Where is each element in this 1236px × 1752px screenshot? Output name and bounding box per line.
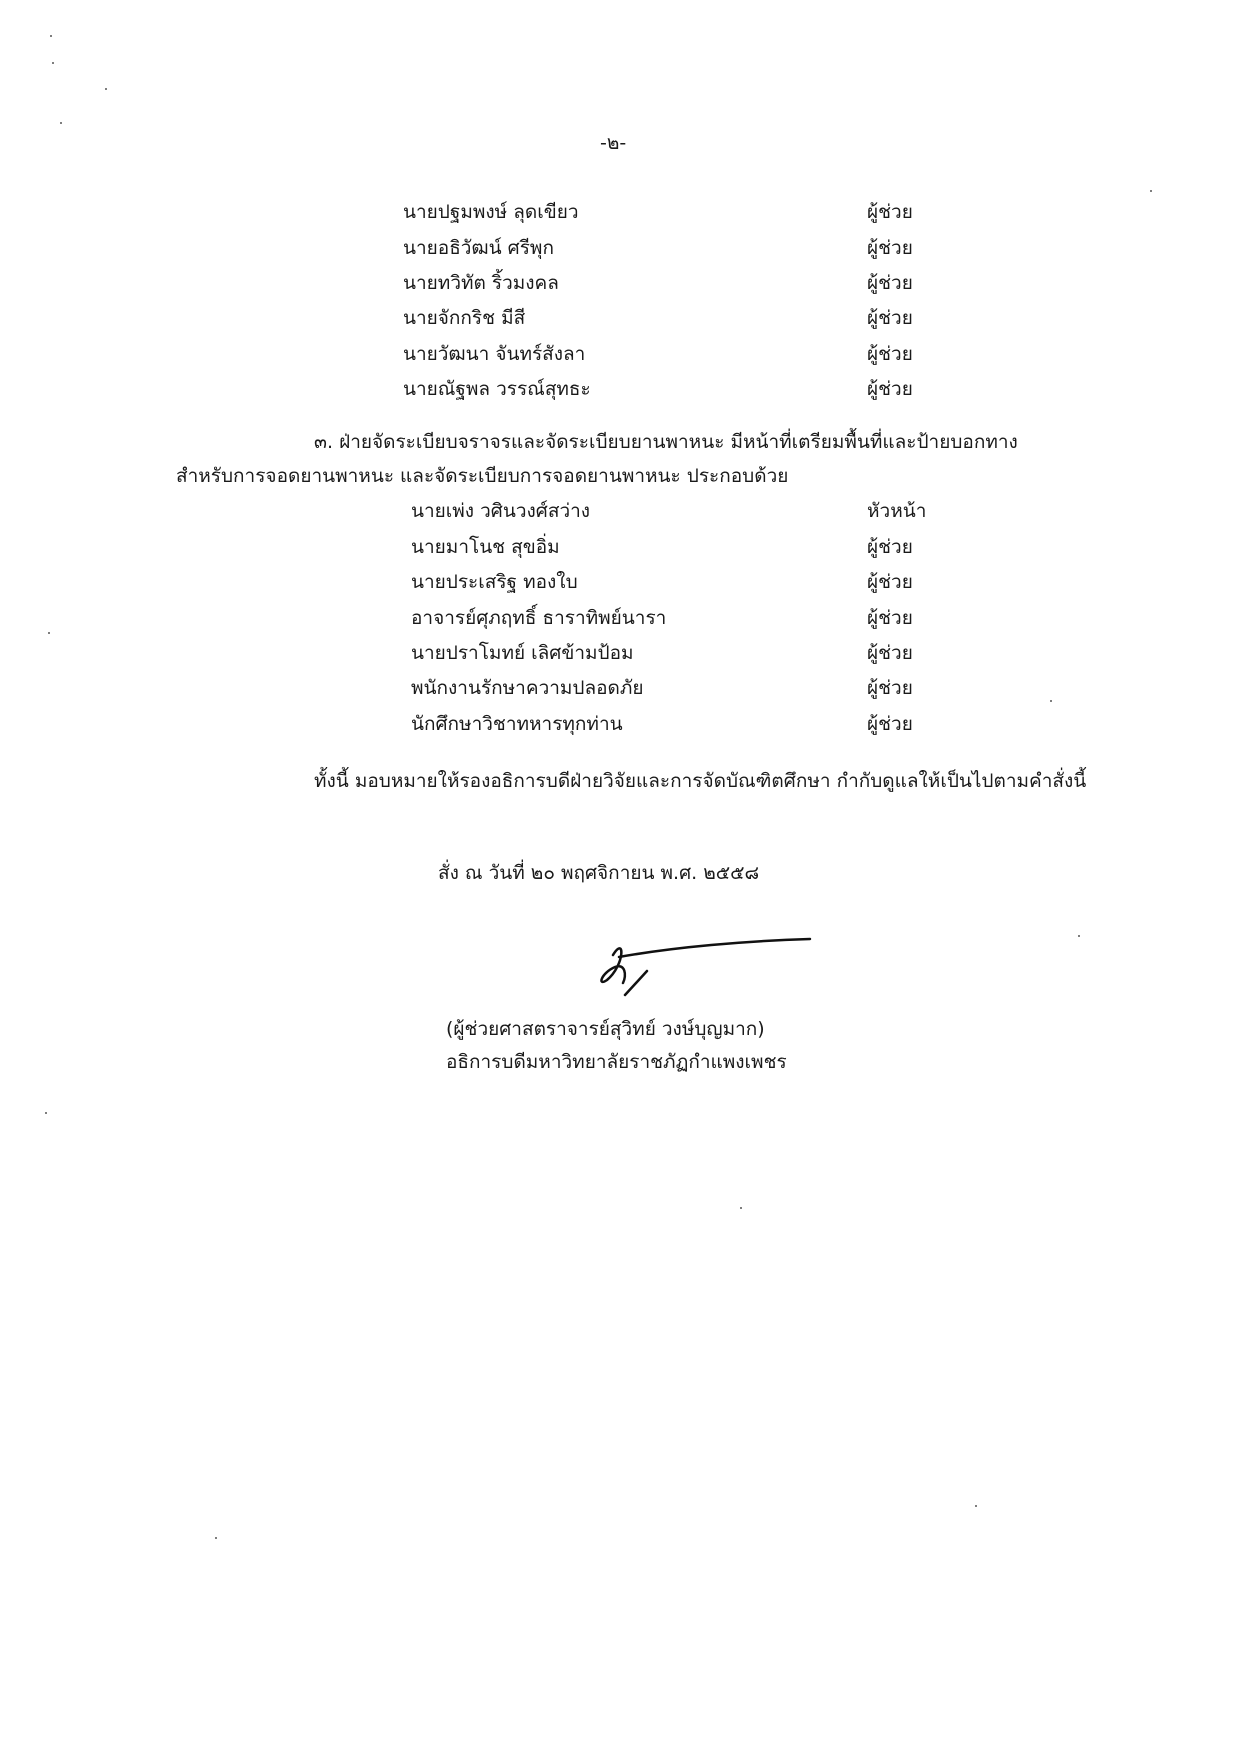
scan-speck	[48, 632, 50, 634]
member-name: นายมาโนช สุขอิ่ม	[411, 536, 560, 558]
member-role: ผู้ช่วย	[867, 201, 913, 223]
scan-speck	[52, 62, 54, 64]
scan-speck	[740, 1207, 742, 1209]
member-role: ผู้ช่วย	[867, 571, 913, 593]
member-role: ผู้ช่วย	[867, 343, 913, 365]
member-role: ผู้ช่วย	[867, 237, 913, 259]
member-name: นายณัฐพล วรรณ์สุทธะ	[403, 378, 591, 400]
section3-heading: ๓. ฝ่ายจัดระเบียบจราจรและจัดระเบียบยานพาหนะ มีหน้าที่เตรียมพื้นที่และป้ายบอกทาง	[314, 431, 1018, 453]
scan-speck	[45, 1112, 47, 1114]
member-name: นายปฐมพงษ์ ลุดเขียว	[403, 201, 579, 223]
page-number: -๒-	[600, 132, 627, 154]
member-role: ผู้ช่วย	[867, 677, 913, 699]
signer-name: (ผู้ช่วยศาสตราจารย์สุวิทย์ วงษ์บุญมาก)	[446, 1018, 765, 1040]
member-role: ผู้ช่วย	[867, 713, 913, 735]
member-role: ผู้ช่วย	[867, 272, 913, 294]
member-name: นายปราโมทย์ เลิศข้ามป้อม	[411, 642, 634, 664]
scan-speck	[1150, 190, 1152, 192]
scan-speck	[1050, 700, 1052, 702]
scan-speck	[60, 122, 62, 124]
member-name: นายเพ่ง วศินวงศ์สว่าง	[411, 500, 591, 522]
member-name: นายอธิวัฒน์ ศรีพุก	[403, 237, 554, 259]
member-name: นายวัฒนา จันทร์สังลา	[403, 343, 586, 365]
closing-statement: ทั้งนี้ มอบหมายให้รองอธิการบดีฝ่ายวิจัยและการจัดบัณฑิตศึกษา กำกับดูแลให้เป็นไปตามคำสั่งนี้	[314, 770, 1087, 792]
scan-speck	[50, 35, 52, 37]
member-name: นายประเสริฐ ทองใบ	[411, 571, 578, 593]
member-role: ผู้ช่วย	[867, 642, 913, 664]
signature	[595, 925, 815, 1005]
member-role: ผู้ช่วย	[867, 607, 913, 629]
scan-speck	[975, 1505, 977, 1507]
member-role: หัวหน้า	[867, 500, 927, 522]
scan-speck	[105, 88, 107, 90]
member-name: พนักงานรักษาความปลอดภัย	[411, 677, 644, 699]
member-role: ผู้ช่วย	[867, 307, 913, 329]
member-role: ผู้ช่วย	[867, 378, 913, 400]
member-role: ผู้ช่วย	[867, 536, 913, 558]
signer-title: อธิการบดีมหาวิทยาลัยราชภัฏกำแพงเพชร	[446, 1051, 787, 1073]
section3-heading-cont: สำหรับการจอดยานพาหนะ และจัดระเบียบการจอดยานพาหนะ ประกอบด้วย	[176, 465, 789, 487]
scan-speck	[1078, 935, 1080, 937]
scan-speck	[215, 1537, 217, 1539]
order-date: สั่ง ณ วันที่ ๒๐ พฤศจิกายน พ.ศ. ๒๕๕๘	[438, 862, 760, 884]
member-name: อาจารย์ศุภฤทธิ์ ธาราทิพย์นารา	[411, 607, 667, 629]
member-name: นักศึกษาวิชาทหารทุกท่าน	[411, 713, 623, 735]
member-name: นายจักกริช มีสี	[403, 307, 526, 329]
member-name: นายทวิทัต ริ้วมงคล	[403, 272, 559, 294]
